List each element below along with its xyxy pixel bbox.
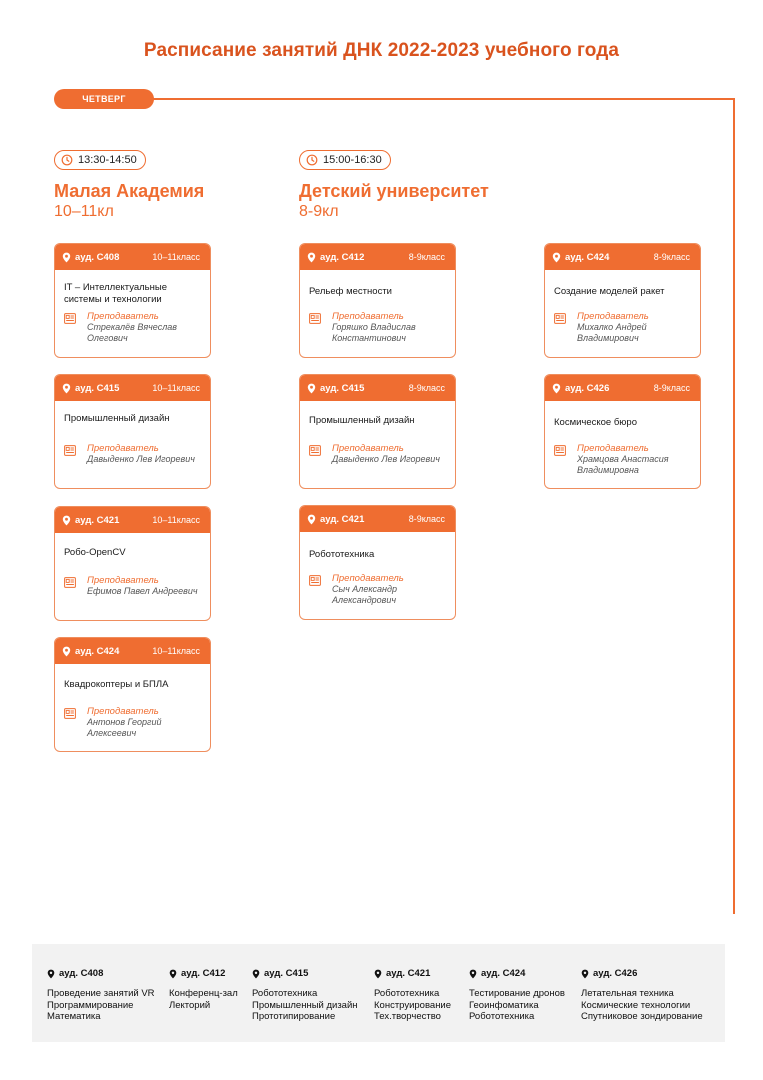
card-room bbox=[62, 252, 119, 263]
teacher-block bbox=[64, 575, 206, 597]
class-card bbox=[54, 506, 211, 621]
location-pin-icon bbox=[552, 252, 561, 263]
room-name: ауд. C424 bbox=[481, 968, 526, 979]
room-title bbox=[169, 968, 238, 979]
grade-label: 8-9класс bbox=[408, 514, 445, 524]
card-header bbox=[300, 506, 455, 532]
room-info bbox=[469, 968, 565, 1023]
teacher-name: Давыденко Лев Игоревич bbox=[332, 454, 440, 464]
room-name: ауд. C415 bbox=[264, 968, 309, 979]
card-header bbox=[55, 375, 210, 401]
teacher-card-icon bbox=[64, 445, 76, 456]
day-label: ЧЕТВЕРГ bbox=[54, 89, 154, 109]
teacher-block bbox=[309, 443, 451, 465]
room-purpose: Конференц-зал bbox=[169, 988, 238, 999]
room-label: ауд. C421 bbox=[320, 513, 365, 525]
teacher-card-icon bbox=[309, 445, 321, 456]
time-badge bbox=[54, 150, 146, 170]
class-card bbox=[544, 374, 701, 489]
subject-name: Создание моделей ракет bbox=[554, 286, 665, 297]
class-card bbox=[299, 505, 456, 620]
grade-label: 8-9класс bbox=[653, 252, 690, 262]
rooms-legend bbox=[32, 944, 725, 1042]
room-label: ауд. C424 bbox=[75, 645, 120, 657]
room-purpose: Программирование bbox=[47, 999, 134, 1011]
grade-label: 8-9класс bbox=[653, 383, 690, 393]
subject-name: Космическое бюро bbox=[554, 417, 637, 428]
page-title: Расписание занятий ДНК 2022-2023 учебного года bbox=[143, 40, 620, 61]
teacher-card-icon bbox=[64, 708, 76, 719]
card-header bbox=[300, 244, 455, 270]
room-info bbox=[169, 968, 238, 1011]
room-info bbox=[47, 968, 155, 1023]
card-header bbox=[55, 507, 210, 533]
teacher-label: Преподаватель bbox=[87, 443, 159, 454]
card-header bbox=[545, 244, 700, 270]
column-title: Малая Академия bbox=[54, 181, 205, 201]
room-label: ауд. C408 bbox=[75, 251, 120, 263]
column-subtitle: 10–11кл bbox=[54, 203, 114, 220]
teacher-card-icon bbox=[64, 577, 76, 588]
room-title bbox=[374, 968, 451, 979]
teacher-card-icon bbox=[309, 575, 321, 586]
subject-name: Квадрокоптеры и БПЛА bbox=[64, 679, 169, 690]
teacher-card-icon bbox=[554, 445, 566, 456]
teacher-label: Преподаватель bbox=[332, 311, 404, 322]
grade-label: 10–11класс bbox=[152, 515, 200, 525]
room-purpose: Тех.творчество bbox=[374, 1011, 441, 1022]
column-subtitle: 8-9кл bbox=[299, 203, 339, 220]
teacher-name: Давыденко Лев Игоревич bbox=[87, 454, 195, 464]
location-pin-icon bbox=[62, 646, 71, 657]
grade-label: 10–11класс bbox=[152, 252, 200, 262]
room-title bbox=[47, 968, 155, 979]
teacher-block bbox=[554, 443, 696, 475]
teacher-block bbox=[64, 706, 206, 738]
room-purpose: Прототипирование bbox=[252, 1011, 336, 1022]
clock-icon bbox=[306, 154, 318, 166]
room-info bbox=[252, 968, 358, 1023]
subject-name: Робототехника bbox=[309, 549, 375, 560]
subject-name: IT – Интеллектуальные системы и технологии bbox=[64, 282, 167, 305]
subject-name: Промышленный дизайн bbox=[309, 415, 415, 426]
location-pin-icon bbox=[469, 969, 477, 979]
location-pin-icon bbox=[62, 383, 71, 394]
subject-name: Промышленный дизайн bbox=[64, 413, 170, 424]
column-title: Детский университет bbox=[299, 181, 489, 201]
room-purpose: Робототехника bbox=[469, 1011, 535, 1022]
room-label: ауд. C421 bbox=[75, 514, 120, 526]
room-purpose: Космические технологии bbox=[581, 999, 691, 1011]
time-text: 15:00-16:30 bbox=[323, 154, 382, 166]
subject-name: Рельеф местности bbox=[309, 286, 392, 297]
room-purpose: Проведение занятий VR bbox=[47, 988, 155, 999]
card-room bbox=[62, 383, 119, 394]
teacher-name: Ефимов Павел Андреевич bbox=[87, 586, 198, 596]
room-name: ауд. C408 bbox=[59, 968, 104, 979]
teacher-label: Преподаватель bbox=[332, 443, 404, 454]
room-label: ауд. C415 bbox=[75, 382, 120, 394]
grade-label: 10–11класс bbox=[152, 646, 200, 656]
card-room bbox=[62, 515, 119, 526]
location-pin-icon bbox=[252, 969, 260, 979]
location-pin-icon bbox=[62, 252, 71, 263]
room-label: ауд. C415 bbox=[320, 382, 365, 394]
room-purpose: Спутниковое зондирование bbox=[581, 1011, 703, 1022]
room-name: ауд. C412 bbox=[181, 968, 226, 979]
teacher-name: Антонов Георгий Алексеевич bbox=[87, 717, 162, 738]
location-pin-icon bbox=[581, 969, 589, 979]
teacher-block bbox=[309, 311, 451, 343]
room-title bbox=[252, 968, 358, 979]
card-room bbox=[307, 383, 364, 394]
location-pin-icon bbox=[374, 969, 382, 979]
room-purpose: Конструирование bbox=[374, 999, 452, 1011]
room-name: ауд. C426 bbox=[593, 968, 638, 979]
card-header bbox=[300, 375, 455, 401]
room-purpose: Тестирование дронов bbox=[469, 988, 565, 999]
teacher-block bbox=[64, 311, 206, 343]
room-info bbox=[581, 968, 703, 1023]
room-purpose: Летательная техника bbox=[581, 988, 674, 999]
location-pin-icon bbox=[307, 383, 316, 394]
card-room bbox=[552, 252, 609, 263]
card-room bbox=[62, 646, 119, 657]
card-header bbox=[545, 375, 700, 401]
location-pin-icon bbox=[307, 514, 316, 525]
clock-icon bbox=[61, 154, 73, 166]
teacher-name: Горяшко Владислав Константинович bbox=[332, 322, 416, 343]
class-card bbox=[54, 243, 211, 358]
teacher-label: Преподаватель bbox=[87, 706, 159, 717]
card-header bbox=[55, 244, 210, 270]
location-pin-icon bbox=[62, 515, 71, 526]
class-card bbox=[54, 374, 211, 489]
room-purpose: Робототехника bbox=[252, 988, 318, 999]
room-info bbox=[374, 968, 451, 1023]
grade-label: 8-9класс bbox=[408, 383, 445, 393]
room-purpose: Робототехника bbox=[374, 988, 440, 999]
teacher-label: Преподаватель bbox=[87, 311, 159, 322]
room-title bbox=[469, 968, 565, 979]
class-card bbox=[544, 243, 701, 358]
location-pin-icon bbox=[47, 969, 55, 979]
location-pin-icon bbox=[552, 383, 561, 394]
day-line bbox=[150, 98, 735, 100]
class-card bbox=[54, 637, 211, 752]
room-purpose: Промышленный дизайн bbox=[252, 999, 358, 1011]
teacher-card-icon bbox=[554, 313, 566, 324]
room-label: ауд. C412 bbox=[320, 251, 365, 263]
teacher-label: Преподаватель bbox=[332, 573, 404, 584]
day-line-vertical bbox=[733, 98, 735, 914]
card-room bbox=[307, 252, 364, 263]
time-text: 13:30-14:50 bbox=[78, 154, 137, 166]
teacher-name: Стрекалёв Вячеслав Олегович bbox=[87, 322, 177, 343]
location-pin-icon bbox=[307, 252, 316, 263]
subject-name: Робо-OpenCV bbox=[64, 547, 126, 558]
teacher-card-icon bbox=[64, 313, 76, 324]
room-purpose: Геоинфоматика bbox=[469, 999, 539, 1011]
class-card bbox=[299, 374, 456, 489]
room-label: ауд. C426 bbox=[565, 382, 610, 394]
time-badge bbox=[299, 150, 391, 170]
room-purpose: Лекторий bbox=[169, 999, 211, 1011]
room-purpose: Математика bbox=[47, 1011, 101, 1022]
card-header bbox=[55, 638, 210, 664]
grade-label: 10–11класс bbox=[152, 383, 200, 393]
teacher-label: Преподаватель bbox=[577, 443, 649, 454]
location-pin-icon bbox=[169, 969, 177, 979]
room-label: ауд. C424 bbox=[565, 251, 610, 263]
teacher-label: Преподаватель bbox=[577, 311, 649, 322]
teacher-label: Преподаватель bbox=[87, 575, 159, 586]
teacher-card-icon bbox=[309, 313, 321, 324]
class-card bbox=[299, 243, 456, 358]
card-room bbox=[307, 514, 364, 525]
teacher-block bbox=[554, 311, 696, 343]
card-room bbox=[552, 383, 609, 394]
teacher-name: Храмцова Анастасия Владимировна bbox=[577, 454, 669, 475]
room-title bbox=[581, 968, 703, 979]
teacher-block bbox=[64, 443, 206, 465]
teacher-block bbox=[309, 573, 451, 605]
teacher-name: Сыч Александр Александрович bbox=[332, 584, 397, 605]
teacher-name: Михалко Андрей Владимирович bbox=[577, 322, 647, 343]
room-name: ауд. C421 bbox=[386, 968, 431, 979]
grade-label: 8-9класс bbox=[408, 252, 445, 262]
